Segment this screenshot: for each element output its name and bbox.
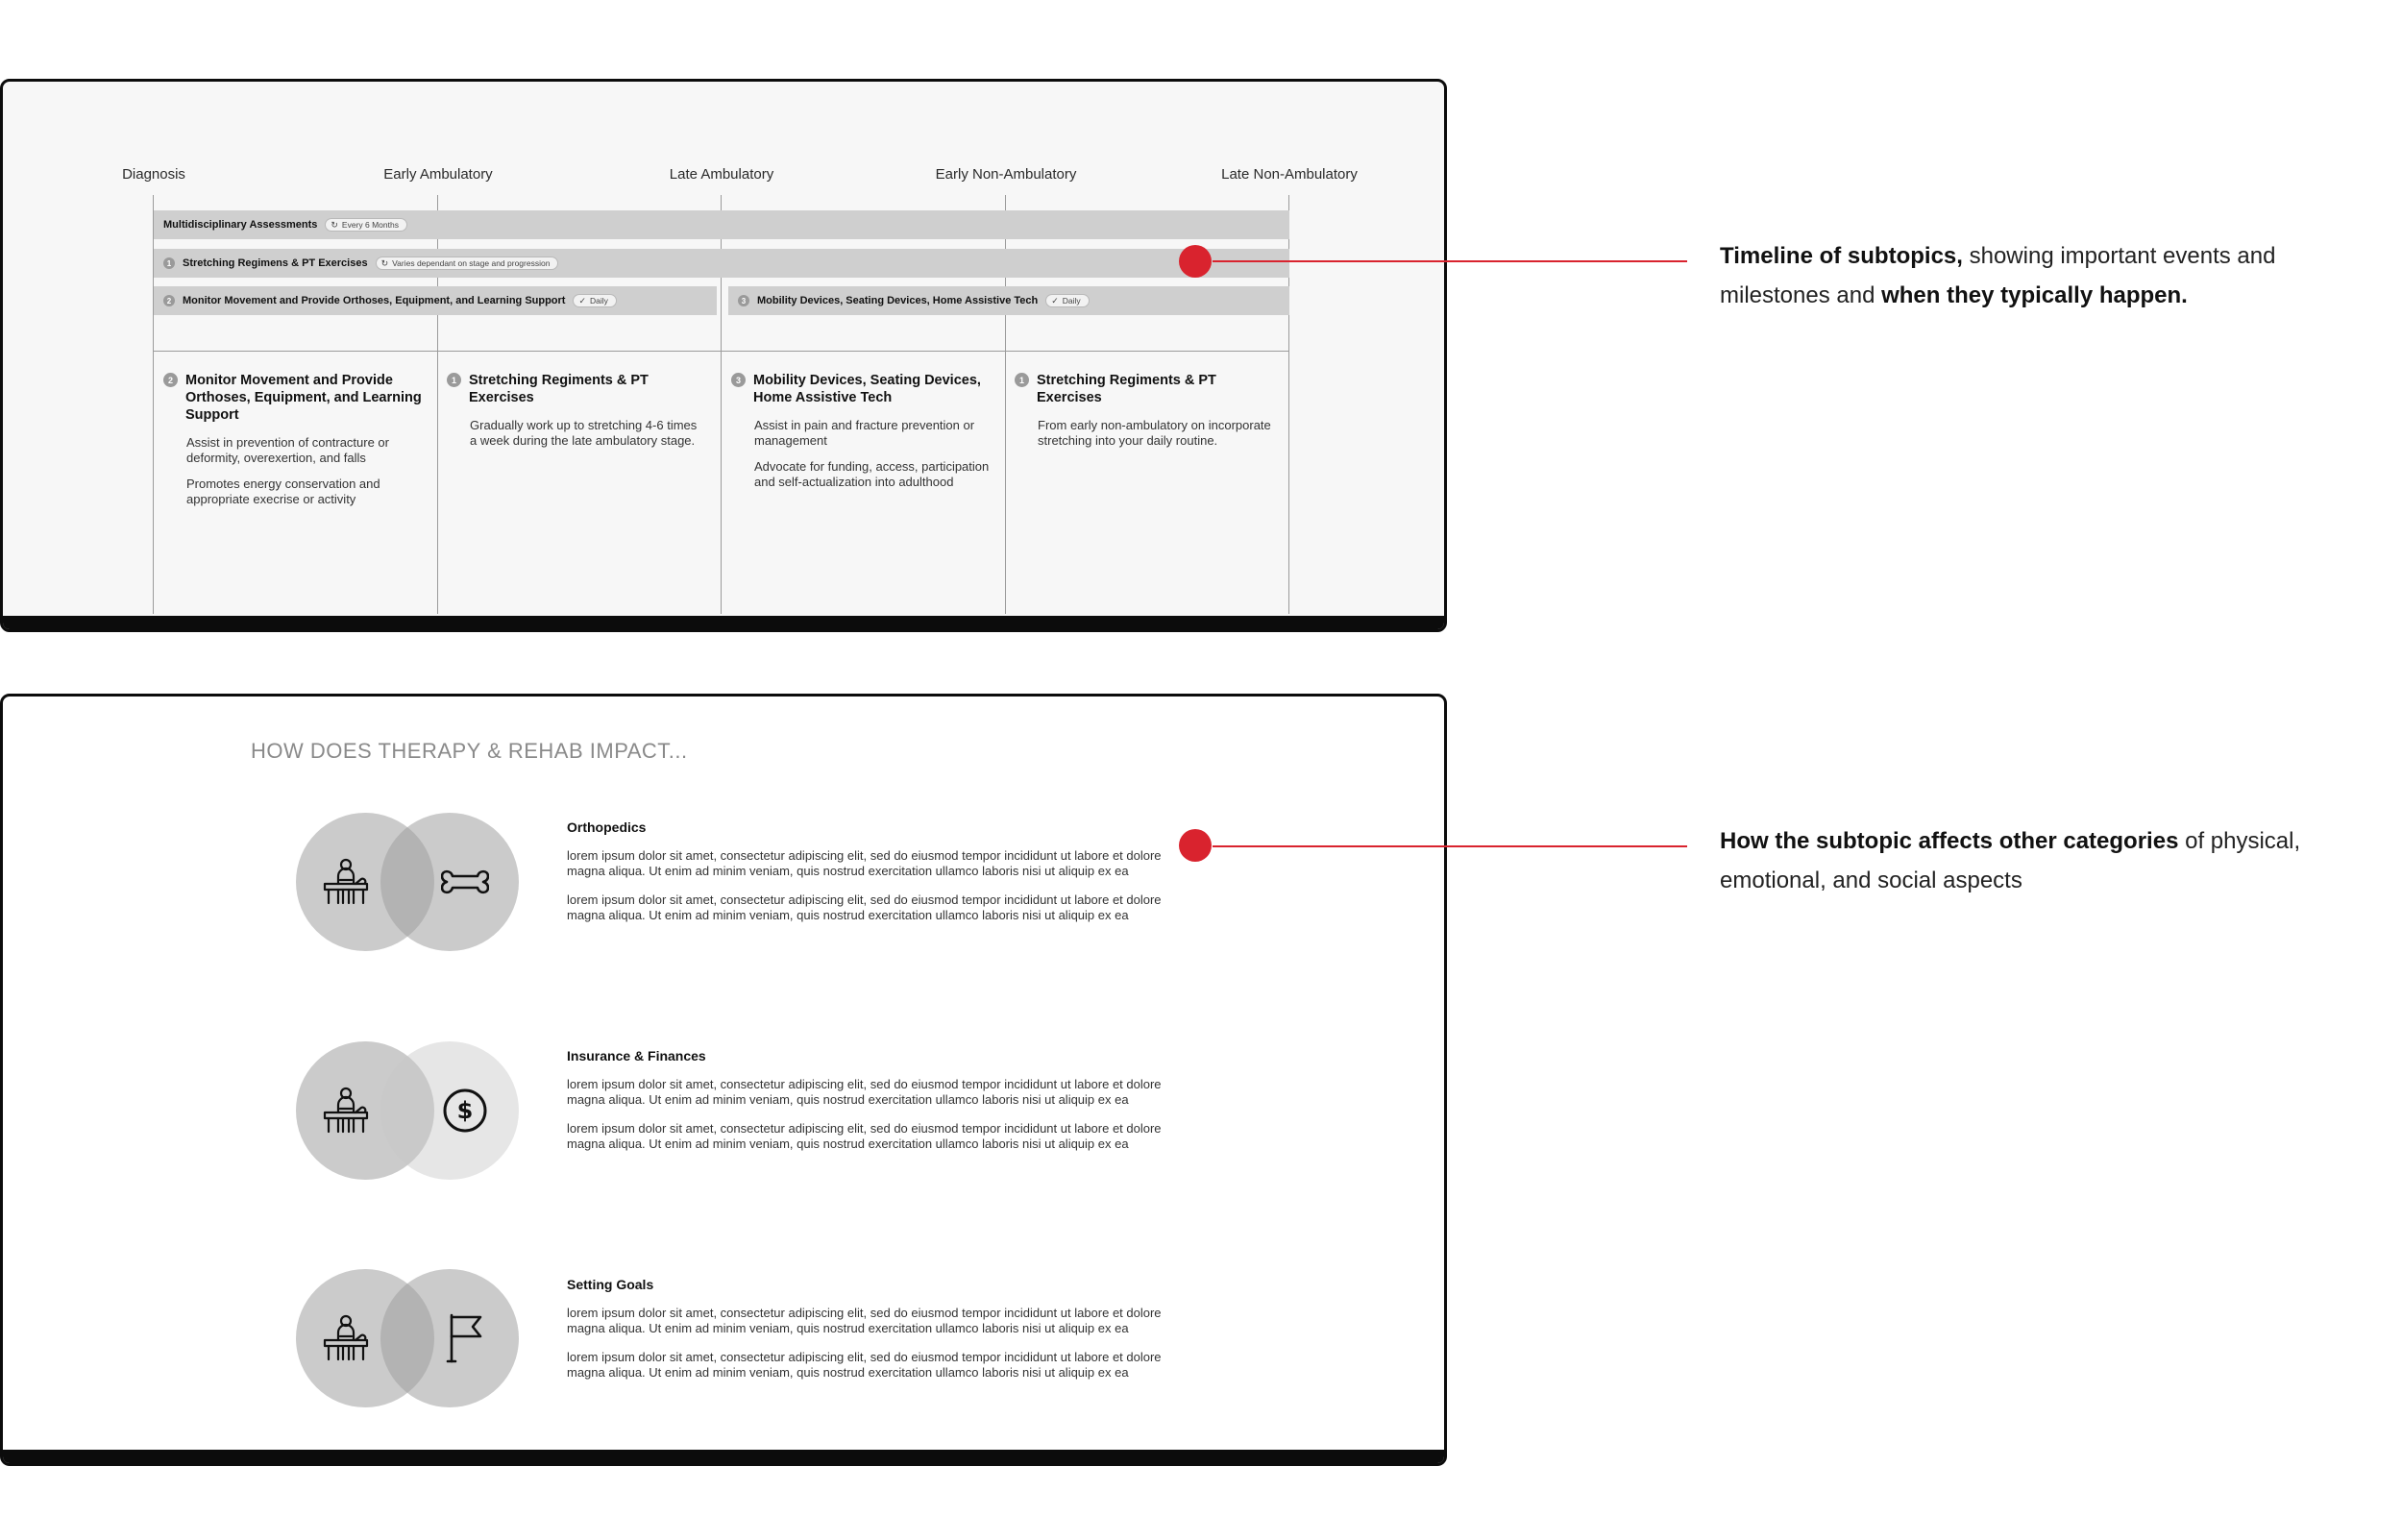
refresh-icon: ↻ [331, 219, 338, 230]
impact-paragraph: lorem ipsum dolor sit amet, consectetur adipiscing elit, sed do eiusmod tempor incididunt ut labore et dolore magna aliqua. Ut enim ad minim veniam, quis nostrud exercitation ullamco laboris nisi ut aliquip ex ea [567, 1306, 1162, 1335]
detail-title: Monitor Movement and Provide Orthoses, Equipment, and Learning Support [185, 373, 422, 423]
detail-number-badge: 3 [731, 373, 746, 387]
impact-title: Orthopedics [567, 819, 647, 835]
callout-bold-text: when they typically happen. [1881, 282, 2188, 308]
callout-text: of physical, emotional, and social aspects [1720, 828, 2301, 893]
impact-item-insurance [567, 1048, 1163, 1165]
track-mobility-devices[interactable] [728, 286, 1289, 315]
detail-card-monitor-movement [163, 372, 423, 506]
check-circle-icon: ✓ [1051, 295, 1059, 306]
venn-circle-orthopedics [380, 813, 519, 951]
detail-separator [153, 351, 1289, 352]
venn-goals [296, 1269, 519, 1407]
track-label: Multidisciplinary Assessments [163, 219, 318, 231]
detail-text: Assist in pain and fracture prevention or management [754, 418, 975, 448]
frequency-pill [1045, 294, 1089, 307]
detail-text: Assist in prevention of contracture or deformity, overexertion, and falls [186, 435, 389, 465]
detail-text: Promotes energy conservation and appropriate execrise or activity [186, 477, 380, 506]
callout-marker-dot [1179, 829, 1212, 862]
stage-label-diagnosis: Diagnosis [122, 166, 185, 183]
stage-label-late-ambulatory: Late Ambulatory [669, 166, 774, 183]
dollar-circle-icon [441, 1087, 489, 1135]
detail-title: Mobility Devices, Seating Devices, Home Assistive Tech [753, 373, 981, 405]
track-multidisciplinary-assessments[interactable] [154, 210, 1289, 239]
track-number-badge: 1 [163, 257, 175, 269]
impact-item-goals [567, 1277, 1163, 1394]
callout-impact [1720, 821, 2344, 900]
detail-number-badge: 2 [163, 373, 178, 387]
timeline-panel [0, 79, 1447, 632]
svg-text:$: $ [456, 1097, 474, 1124]
detail-text: Gradually work up to stretching 4-6 times a week during the late ambulatory stage. [470, 418, 698, 448]
callout-text: showing important events and milestones and [1720, 243, 2276, 308]
venn-insurance [296, 1041, 519, 1180]
stage-label-late-non-ambulatory: Late Non-Ambulatory [1221, 166, 1358, 183]
detail-title: Stretching Regiments & PT Exercises [1037, 373, 1216, 405]
callout-connector-line [1213, 260, 1687, 262]
pill-label: Every 6 Months [341, 220, 399, 230]
venn-circle-goals [380, 1269, 519, 1407]
stage-label-early-ambulatory: Early Ambulatory [383, 166, 493, 183]
detail-title: Stretching Regiments & PT Exercises [469, 373, 649, 405]
venn-circle-finances [380, 1041, 519, 1180]
track-label: Mobility Devices, Seating Devices, Home Assistive Tech [757, 295, 1039, 306]
detail-card-stretching-early [447, 372, 706, 448]
flag-icon [444, 1311, 486, 1365]
detail-number-badge: 1 [1015, 373, 1029, 387]
frequency-pill [325, 218, 407, 232]
refresh-icon: ↻ [380, 257, 389, 268]
pill-label: Daily [590, 296, 608, 306]
track-number-badge: 2 [163, 295, 175, 306]
detail-card-mobility-devices [731, 372, 991, 489]
pill-label: Varies dependant on stage and progression [392, 258, 551, 268]
impact-paragraph: lorem ipsum dolor sit amet, consectetur adipiscing elit, sed do eiusmod tempor incididunt ut labore et dolore magna aliqua. Ut enim ad minim veniam, quis nostrud exercitation ullamco laboris nisi ut aliquip ex ea [567, 848, 1162, 878]
impact-paragraph: lorem ipsum dolor sit amet, consectetur adipiscing elit, sed do eiusmod tempor incididunt ut labore et dolore magna aliqua. Ut enim ad minim veniam, quis nostrud exercitation ullamco laboris nisi ut aliquip ex ea [567, 1121, 1162, 1151]
impact-title: Insurance & Finances [567, 1048, 706, 1063]
callout-bold-text: Timeline of subtopics, [1720, 243, 1963, 269]
callout-bold-text: How the subtopic affects other categories [1720, 828, 2179, 854]
track-label: Monitor Movement and Provide Orthoses, Equipment, and Learning Support [183, 295, 566, 306]
track-stretching-regimens[interactable] [154, 249, 1289, 278]
check-circle-icon: ✓ [578, 295, 587, 306]
callout-connector-line [1213, 845, 1687, 847]
impact-paragraph: lorem ipsum dolor sit amet, consectetur adipiscing elit, sed do eiusmod tempor incididunt ut labore et dolore magna aliqua. Ut enim ad minim veniam, quis nostrud exercitation ullamco laboris nisi ut aliquip ex ea [567, 1350, 1162, 1380]
detail-card-stretching-late [1015, 372, 1274, 448]
therapy-person-icon [319, 855, 373, 909]
callout-marker-dot [1179, 245, 1212, 278]
impact-paragraph: lorem ipsum dolor sit amet, consectetur adipiscing elit, sed do eiusmod tempor incididunt ut labore et dolore magna aliqua. Ut enim ad minim veniam, quis nostrud exercitation ullamco laboris nisi ut aliquip ex ea [567, 1077, 1162, 1107]
track-monitor-movement[interactable] [154, 286, 717, 315]
stage-label-early-non-ambulatory: Early Non-Ambulatory [935, 166, 1077, 183]
track-number-badge: 3 [738, 295, 749, 306]
impact-title: Setting Goals [567, 1277, 654, 1292]
track-label: Stretching Regimens & PT Exercises [183, 257, 368, 269]
venn-orthopedics [296, 813, 519, 951]
detail-text: Advocate for funding, access, participation and self-actualization into adulthood [754, 459, 990, 489]
impact-paragraph: lorem ipsum dolor sit amet, consectetur adipiscing elit, sed do eiusmod tempor incididunt ut labore et dolore magna aliqua. Ut enim ad minim veniam, quis nostrud exercitation ullamco laboris nisi ut aliquip ex ea [567, 892, 1162, 922]
detail-text: From early non-ambulatory on incorporate stretching into your daily routine. [1038, 418, 1271, 448]
callout-timeline [1720, 236, 2344, 315]
detail-number-badge: 1 [447, 373, 461, 387]
therapy-person-icon [319, 1084, 373, 1137]
impact-panel [0, 694, 1447, 1466]
impact-heading: HOW DOES THERAPY & REHAB IMPACT... [251, 739, 688, 763]
bone-icon [441, 868, 489, 896]
impact-item-orthopedics [567, 819, 1163, 937]
frequency-pill [376, 257, 559, 270]
therapy-person-icon [319, 1311, 373, 1365]
pill-label: Daily [1062, 296, 1081, 306]
frequency-pill [573, 294, 616, 307]
